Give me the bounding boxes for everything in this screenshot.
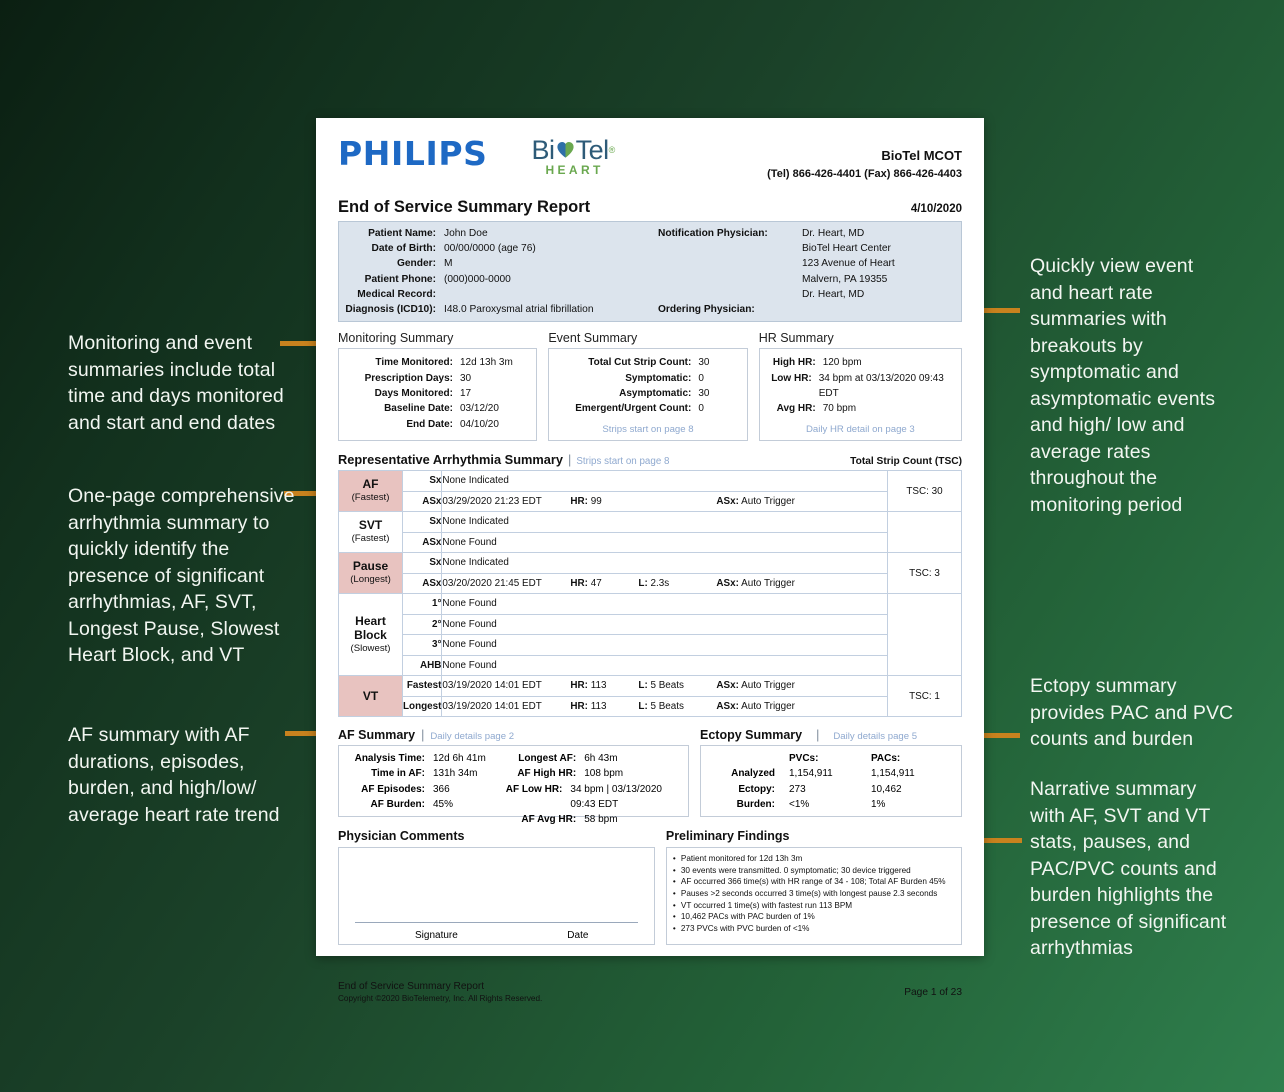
ectopy-head-blank <box>707 751 775 766</box>
arrhythmia-row-type: 2° <box>403 614 442 635</box>
af-value: 6h 43m <box>584 753 618 765</box>
finding-item: • 273 PVCs with PVC burden of <1% <box>673 923 955 935</box>
af-value: 12d 6h 41m <box>433 753 486 765</box>
monitoring-summary-box <box>338 348 537 441</box>
patient-field-label: Diagnosis (ICD10): <box>345 304 436 316</box>
af-value: 45% <box>433 798 454 810</box>
detail-asx: ASx: Auto Trigger <box>716 700 795 712</box>
summary-panels <box>338 331 962 441</box>
info-row <box>652 272 961 287</box>
patient-field-value <box>436 287 444 302</box>
footer-copyright: Copyright ©2020 BioTelemetry, Inc. All Rights Reserved. <box>338 994 543 1004</box>
group-name: SVT <box>358 518 383 533</box>
report-date: 4/10/2020 <box>910 203 962 215</box>
af-summary-panel <box>338 728 689 826</box>
arrhythmia-tsc-header: Total Strip Count (TSC) <box>850 456 962 468</box>
af-row <box>339 751 496 766</box>
detail-text: None Indicated <box>442 557 509 569</box>
summary-value: 04/10/20 <box>460 418 499 430</box>
af-label: Analysis Time: <box>354 753 425 765</box>
ectopy-row <box>707 797 955 812</box>
summary-value: 0 <box>698 403 704 415</box>
product-name: BioTel MCOT <box>881 148 962 163</box>
contact-numbers: (Tel) 866-426-4401 (Fax) 866-426-4403 <box>767 168 962 180</box>
arrhythmia-row-type: Sx <box>403 512 442 533</box>
ectopy-row <box>707 782 955 797</box>
table-row <box>339 614 962 635</box>
hr-summary-panel <box>759 331 962 441</box>
group-name: Heart Block <box>354 613 387 642</box>
detail-time: 03/19/2020 14:01 EDT <box>442 680 542 692</box>
table-row <box>339 471 962 492</box>
date-label: Date <box>567 930 589 942</box>
af-details-link[interactable]: Daily details page 2 <box>430 731 515 743</box>
arrhythmia-tsc-value <box>888 594 962 676</box>
patient-field-value: Dr. Heart, MD <box>802 228 865 239</box>
arrhythmia-row-type: 1° <box>403 594 442 615</box>
event-summary-panel <box>548 331 747 441</box>
summary-value: 12d 13h 3m <box>460 357 513 369</box>
summary-value: 120 bpm <box>822 357 862 369</box>
group-name: AF <box>362 477 379 492</box>
ectopy-label: Analyzed <box>731 768 775 780</box>
arrhythmia-group-label <box>339 512 403 553</box>
detail-hr: HR: 113 <box>570 700 607 712</box>
summary-row <box>345 401 530 416</box>
patient-field-label <box>652 256 788 271</box>
arrhythmia-row-detail <box>442 491 888 512</box>
annotation-arrhythmia-summary: One-page comprehensive arrhythmia summary to quickly identify the presence of significant arrhythmias, AF, SVT, Longest Pause, Slowest Heart Block, and VT <box>68 485 295 666</box>
af-row <box>496 812 688 827</box>
detail-time: 03/19/2020 14:01 EDT <box>442 700 542 712</box>
annotation-af-summary: AF summary with AF durations, episodes, burden, and high/low/ average heart rate trend <box>68 724 280 826</box>
finding-item: • Pauses >2 seconds occurred 3 time(s) with longest pause 2.3 seconds <box>673 888 955 900</box>
physician-comments-panel <box>338 829 655 945</box>
table-row <box>339 512 962 533</box>
arrhythmia-row-detail <box>442 573 888 594</box>
detail-length: L: 5 Beats <box>638 680 684 692</box>
summary-label: Total Cut Strip Count: <box>588 357 692 369</box>
detail-length: L: 5 Beats <box>638 700 684 712</box>
af-row <box>339 782 496 797</box>
trademark-icon: ® <box>608 145 615 155</box>
arrhythmia-tsc-value: TSC: 1 <box>888 676 962 717</box>
arrhythmia-row-type: Sx <box>403 471 442 492</box>
biotel-logo-bi: Bi <box>531 135 555 165</box>
info-row <box>343 272 652 287</box>
preliminary-findings-box <box>666 847 962 945</box>
info-row <box>652 302 961 317</box>
ectopy-head-pac: PACs: <box>871 753 901 765</box>
biotel-logo-tel: Tel <box>575 135 609 165</box>
heart-icon <box>556 140 575 160</box>
ectopy-head-pvc: PVCs: <box>789 753 819 765</box>
af-label: AF Episodes: <box>361 783 425 795</box>
ectopy-pac-value: 1,154,911 <box>871 768 915 780</box>
af-row <box>496 766 688 781</box>
detail-asx: ASx: Auto Trigger <box>716 577 795 589</box>
arrhythmia-group-label <box>339 471 403 512</box>
info-row <box>343 287 652 302</box>
summary-label: Avg HR: <box>776 403 816 415</box>
af-summary-header <box>338 728 689 742</box>
af-value: 131h 34m <box>433 768 478 780</box>
philips-logo: PHILIPS <box>338 134 488 173</box>
summary-row <box>555 371 740 386</box>
patient-field-label: Notification Physician: <box>658 228 768 239</box>
summary-label: Prescription Days: <box>364 372 453 384</box>
detail-text: None Indicated <box>442 475 509 487</box>
monitoring-summary-panel <box>338 331 537 441</box>
info-row <box>343 226 652 241</box>
patient-field-label: Date of Birth: <box>371 243 436 255</box>
table-row <box>339 696 962 717</box>
summary-row <box>345 371 530 386</box>
ectopy-summary-box <box>700 745 962 817</box>
group-qualifier: (Fastest) <box>351 533 390 545</box>
annotation-hr-summary: Quickly view event and heart rate summaries with breakouts by symptomatic and asymptomatic events and high/ low and average rates throughout the monitoring period <box>1030 255 1216 516</box>
signature-label: Signature <box>415 930 458 942</box>
report-footer <box>338 981 962 1003</box>
patient-field-value: 00/00/0000 (age 76) <box>444 243 536 255</box>
detail-time: 03/29/2020 21:23 EDT <box>442 495 542 507</box>
annotation-ectopy-summary: Ectopy summary provides PAC and PVC counts and burden <box>1030 675 1234 750</box>
summary-row <box>345 386 530 401</box>
summary-label: Baseline Date: <box>384 403 453 415</box>
finding-item: • 10,462 PACs with PAC burden of 1% <box>673 911 955 923</box>
arrhythmia-row-type: 3° <box>403 635 442 656</box>
patient-field-value: John Doe <box>444 228 488 239</box>
summary-value: 03/12/20 <box>460 403 499 415</box>
detail-text: None Found <box>442 659 497 671</box>
report-header <box>338 134 962 196</box>
summary-row <box>345 355 530 370</box>
finding-item: • Patient monitored for 12d 13h 3m <box>673 853 955 865</box>
info-row <box>652 241 961 256</box>
info-row <box>652 226 961 241</box>
table-row <box>339 594 962 615</box>
info-row <box>343 241 652 256</box>
table-row <box>339 553 962 574</box>
af-value: 34 bpm | 03/13/2020 09:43 EDT <box>570 783 662 810</box>
physician-comments-box[interactable] <box>338 847 655 945</box>
patient-info-left <box>339 226 652 317</box>
arrhythmia-group-label <box>339 594 403 676</box>
ectopy-header-row <box>707 751 955 766</box>
arrhythmia-title: Representative Arrhythmia Summary <box>338 452 563 468</box>
table-row <box>339 573 962 594</box>
table-row <box>339 532 962 553</box>
af-label: AF Burden: <box>370 798 425 810</box>
preliminary-findings-title: Preliminary Findings <box>665 829 790 844</box>
arrhythmia-row-type: ASx <box>403 573 442 594</box>
group-name: Pause <box>352 559 389 574</box>
summary-value: 34 bpm at 03/13/2020 09:43 EDT <box>818 372 944 400</box>
patient-field-label: Medical Record: <box>357 288 436 300</box>
page-title: End of Service Summary Report <box>338 198 591 216</box>
ectopy-summary-header <box>700 728 962 742</box>
info-row <box>343 302 652 317</box>
detail-asx: ASx: Auto Trigger <box>716 680 795 692</box>
arrhythmia-row-detail <box>442 532 888 553</box>
af-value: 58 bpm <box>584 814 618 826</box>
physician-comments-title: Physician Comments <box>338 829 465 844</box>
patient-info-right <box>652 226 961 317</box>
hr-summary-box <box>759 348 962 441</box>
table-row <box>339 676 962 697</box>
arrhythmia-row-type: ASx <box>403 532 442 553</box>
ectopy-pac-value: 10,462 <box>871 783 902 795</box>
summary-row <box>766 401 955 416</box>
patient-field-value: (000)000-0000 <box>444 273 511 285</box>
event-strips-link[interactable]: Strips start on page 8 <box>602 423 694 435</box>
detail-text: None Found <box>442 598 497 610</box>
biotel-heart-logo <box>532 136 615 177</box>
summary-row <box>345 417 530 432</box>
arrhythmia-row-detail <box>442 553 888 574</box>
summary-row <box>766 355 955 370</box>
finding-item: • AF occurred 366 time(s) with HR range of 34 - 108; Total AF Burden 45% <box>673 876 955 888</box>
ectopy-details-link[interactable]: Daily details page 5 <box>833 731 918 743</box>
info-row <box>343 256 652 271</box>
patient-field-value <box>788 302 802 317</box>
preliminary-findings-panel <box>666 829 962 945</box>
summary-label: Time Monitored: <box>375 357 453 369</box>
summary-label: Symptomatic: <box>625 372 692 384</box>
group-qualifier: (Slowest) <box>350 642 391 654</box>
arrhythmia-tsc-value: TSC: 30 <box>888 471 962 512</box>
patient-field-value: M <box>444 258 453 270</box>
arrhythmia-group-label <box>339 676 403 717</box>
summary-value: 30 <box>698 357 710 369</box>
summary-row <box>555 386 740 401</box>
arrhythmia-row-detail <box>442 512 888 533</box>
summary-row <box>555 401 740 416</box>
patient-field-value: I48.0 Paroxysmal atrial fibrillation <box>444 304 594 316</box>
arrhythmia-row-detail <box>442 635 888 656</box>
table-row <box>339 491 962 512</box>
patient-field-label <box>652 272 788 287</box>
af-divider: | <box>421 728 425 743</box>
hr-summary-title: HR Summary <box>758 331 834 346</box>
arrhythmia-row-type: Fastest <box>403 676 442 697</box>
af-summary-title: AF Summary <box>338 728 416 743</box>
arrhythmia-table <box>338 470 962 717</box>
summary-label: Low HR: <box>771 372 812 384</box>
arrhythmia-row-type: AHB <box>403 655 442 676</box>
group-name: VT <box>362 689 379 704</box>
arrhythmia-row-type: Longest <box>403 696 442 717</box>
patient-field-value: Malvern, PA 19355 <box>802 273 888 285</box>
event-summary-title: Event Summary <box>548 331 638 346</box>
ectopy-label: Burden: <box>736 798 775 810</box>
af-label: AF Low HR: <box>505 783 563 795</box>
arrhythmia-tsc-value <box>888 512 962 553</box>
table-row <box>339 655 962 676</box>
info-row <box>652 287 961 302</box>
ectopy-pvc-value: 1,154,911 <box>789 768 833 780</box>
detail-text: None Found <box>442 618 497 630</box>
comments-findings-row <box>338 829 962 945</box>
footer-page-number: Page 1 of 23 <box>904 987 962 999</box>
af-col1 <box>339 751 496 812</box>
af-value: 108 bpm <box>584 768 624 780</box>
table-row <box>339 635 962 656</box>
detail-text: None Found <box>442 639 497 651</box>
summary-value: 30 <box>698 388 710 400</box>
ectopy-summary-panel <box>700 728 962 817</box>
af-label: Longest AF: <box>518 753 577 765</box>
finding-item: • VT occurred 1 time(s) with fastest run 113 BPM <box>673 900 955 912</box>
annotation-monitoring-summary: Monitoring and event summaries include total time and days monitored and start and end dates <box>68 332 284 434</box>
af-row <box>496 751 688 766</box>
event-summary-box <box>548 348 747 441</box>
summary-label: Asymptomatic: <box>619 388 692 400</box>
arrhythmia-row-detail <box>442 471 888 492</box>
header-contact-block <box>767 134 962 180</box>
detail-hr: HR: 99 <box>570 495 602 507</box>
af-value: 366 <box>433 783 450 795</box>
arrhythmia-row-type: Sx <box>403 553 442 574</box>
patient-field-value: BioTel Heart Center <box>802 243 891 255</box>
detail-hr: HR: 47 <box>570 577 602 589</box>
af-row <box>339 797 496 812</box>
ectopy-divider: | <box>816 728 820 743</box>
summary-value: 70 bpm <box>822 403 857 415</box>
patient-field-value: 123 Avenue of Heart <box>802 258 895 270</box>
detail-text: None Indicated <box>442 516 509 528</box>
patient-field-label: Patient Name: <box>368 228 436 239</box>
patient-field-label: Patient Phone: <box>364 273 436 285</box>
patient-info-block <box>338 221 962 322</box>
info-row <box>652 256 961 271</box>
report-title-row <box>338 198 962 217</box>
annotation-narrative-summary: Narrative summary with AF, SVT and VT stats, pauses, and PAC/PVC counts and burden highlights the presence of significant arrhythmias <box>1030 778 1227 959</box>
summary-label: Emergent/Urgent Count: <box>575 403 692 415</box>
patient-field-value: Dr. Heart, MD <box>802 288 865 300</box>
hr-detail-link[interactable]: Daily HR detail on page 3 <box>805 423 915 435</box>
summary-row <box>766 371 955 402</box>
arrhythmia-row-type: ASx <box>403 491 442 512</box>
af-label: AF Avg HR: <box>521 814 577 826</box>
af-label: Time in AF: <box>371 768 425 780</box>
arrhythmia-row-detail <box>442 655 888 676</box>
arrhythmia-strips-link[interactable]: Strips start on page 8 <box>576 456 670 468</box>
summary-label: End Date: <box>406 418 453 430</box>
summary-value: 17 <box>460 388 472 400</box>
ectopy-pac-value: 1% <box>871 798 886 810</box>
arrhythmia-header <box>338 452 962 467</box>
af-summary-box <box>338 745 689 826</box>
ectopy-label: Ectopy: <box>738 783 775 795</box>
ectopy-row <box>707 766 955 781</box>
footer-report-name: End of Service Summary Report <box>338 981 485 993</box>
detail-asx: ASx: Auto Trigger <box>716 495 795 507</box>
detail-length: L: 2.3s <box>638 577 670 589</box>
group-qualifier: (Longest) <box>350 574 391 586</box>
finding-item: • 30 events were transmitted. 0 symptomatic; 30 device triggered <box>673 865 955 877</box>
arrhythmia-group-label <box>339 553 403 594</box>
summary-label: Days Monitored: <box>374 388 453 400</box>
af-col2 <box>496 751 688 826</box>
monitoring-summary-title: Monitoring Summary <box>338 331 454 346</box>
summary-row <box>555 355 740 370</box>
arrhythmia-row-detail <box>442 594 888 615</box>
biotel-logo-sub: HEART <box>545 163 604 177</box>
patient-field-label <box>652 241 788 256</box>
ectopy-summary-title: Ectopy Summary <box>700 728 803 743</box>
group-qualifier: (Fastest) <box>351 492 390 504</box>
af-row <box>496 782 688 812</box>
arrhythmia-row-detail <box>442 614 888 635</box>
patient-field-label: Ordering Physician: <box>658 304 755 316</box>
arrhythmia-row-detail <box>442 676 888 697</box>
signature-row <box>355 930 638 941</box>
arrhythmia-row-detail <box>442 696 888 717</box>
af-label: AF High HR: <box>517 768 577 780</box>
report-page <box>316 118 984 1004</box>
patient-field-label: Gender: <box>396 258 436 270</box>
arrhythmia-tsc-value: TSC: 3 <box>888 553 962 594</box>
af-row <box>339 766 496 781</box>
af-ectopy-row <box>338 728 962 826</box>
detail-hr: HR: 113 <box>570 680 607 692</box>
summary-value: 30 <box>460 372 472 384</box>
ectopy-pvc-value: <1% <box>789 798 810 810</box>
ectopy-pvc-value: 273 <box>789 783 806 795</box>
patient-field-label <box>652 287 788 302</box>
detail-time: 03/20/2020 21:45 EDT <box>442 577 542 589</box>
arrhythmia-divider: | <box>567 452 572 468</box>
summary-label: High HR: <box>772 357 816 369</box>
summary-value: 0 <box>698 372 704 384</box>
detail-text: None Found <box>442 536 497 548</box>
signature-line <box>355 922 638 923</box>
